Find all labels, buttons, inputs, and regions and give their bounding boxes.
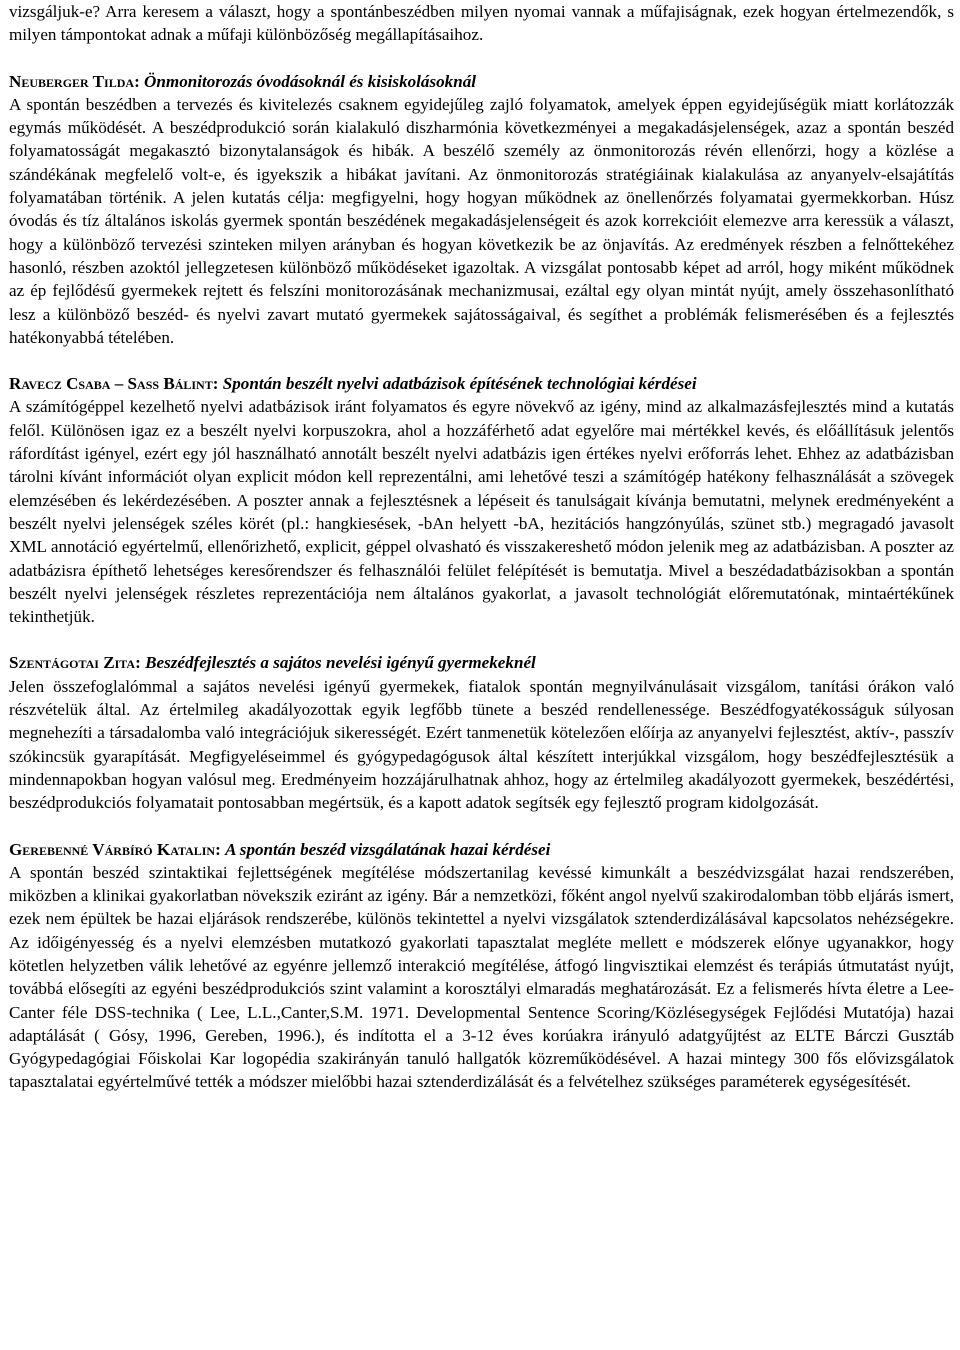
abstract-body: A számítógéppel kezelhető nyelvi adatbázisok iránt folyamatos és egyre növekvő az igény, mind az alkalmazásfejlesztés mind a kutatás felől. Különösen igaz ez a beszélt nyelvi korpuszokra, ahol a hozzáférhető adat egyelőre mai mértékkel kevés, és előállításuk jelentős ráfordítást igényel, ezért egy jól használható annotált beszélt nyelvi adatbázis igen értékes nyelvi erőforrás lehet. Ehhez az adatbázisban tárolni kívánt információt olyan explicit módon kell reprezentálni, ami lehetővé teszi a számítógép hatékony felhasználását a szövegek elemzésében és lekérdezésében. A poszter annak a fejlesztésnek a lépéseit és tanulságait kívánja bemutatni, melynek eredményeként a beszélt nyelvi jelenségek széles körét (pl.: hangkiesések, -bAn helyett -bA, hezitációs hangzónyúlás, szünet stb.) megragadó javasolt XML annotáció egyértelmű, ellenőrizhető, explicit, géppel olvasható és visszakereshető módon jelenik meg az adatbázisban. A poszter az adatbázisra építhető lehetséges keresőrendszer és felhasználói felület felépítését is bemutatja. Mivel a beszédadatbázisokban a spontán beszélt nyelvi jelenségek részletes reprezentációja nem általános gyakorlat, a javasolt technológiát előremutatónak, mintaértékűnek tekinthetjük. — [9, 397, 954, 627]
abstract-title: Spontán beszélt nyelvi adatbázisok építésének technológiai kérdései — [222, 374, 697, 394]
abstract-body: A spontán beszédben a tervezés és kivitelezés csaknem egyidejűleg zajló folyamatok, amelyek éppen egyidejűségük miatt korlátozzák egymás működését. A beszédprodukció során kialakuló diszharmónia következményei a megakadásjelenségek, azaz a spontán beszéd folyamatosságát megakasztó bizonytalanságok és hibák. A beszélő személy az önmonitorozás révén ellenőrzi, hogy a közlése a szándékának megfelelő volt-e, és igyekszik a hibákat javítani. Az önmonitorozás stratégiáinak kialakulása az anyanyelv-elsajátítás folyamatában történik. A jelen kutatás célja: megfigyelni, hogy hogyan működnek az önellenőrzés folyamatai gyermekkorban. Húsz óvodás és tíz általános iskolás gyermek spontán beszédének megakadásjelenségeit és azok korrekcióit elemezve arra keressük a választ, hogy a különböző tervezési szinteken milyen arányban és hogyan következik be az önjavítás. Az eredmények részben a felnőttekéhez hasonló, részben azoktól jellegzetesen különböző működéseket igazoltak. A vizsgálat pontosabb képet ad arról, hogy miként működnek az ép fejlődésű gyermekek rejtett és felszíni monitorozásának mechanizmusai, ezáltal egy olyan mintát nyújt, amely összehasonlítható lesz a különböző beszéd- és nyelvi zavart mutató gyermekek sajátosságaival, és segíthet a problémák felismerésében és a fejlesztés hatékonyabbá tételében. — [9, 94, 954, 347]
abstract-ravecz-sass — [9, 372, 954, 628]
abstract-heading — [9, 372, 954, 395]
abstract-heading — [9, 70, 954, 93]
abstract-author: Ravecz Csaba – Sass Bálint: — [9, 374, 219, 394]
abstract-neuberger — [9, 70, 954, 350]
abstract-heading — [9, 651, 954, 674]
abstract-title: Önmonitorozás óvodásoknál és kisiskolásoknál — [144, 71, 477, 91]
abstract-title: Beszédfejlesztés a sajátos nevelési igényű gyermekeknél — [145, 653, 536, 673]
abstract-author: Szentágotai Zita: — [9, 653, 141, 673]
abstract-author: Gerebenné Várbíró Katalin: — [9, 839, 221, 859]
abstract-author: Neuberger Tilda: — [9, 71, 140, 91]
abstract-body: A spontán beszéd szintaktikai fejlettségének megítélése módszertanilag kevéssé kimunkált a beszédvizsgálat hazai rendszerében, miközben a klinikai gyakorlatban növekszik eziránt az igény. Bár a nemzetközi, főként angol nyelvű szakirodalomban több eljárás ismert, ezek nem épültek be hazai eljárások rendszerébe, különös tekintettel a nyelvi vizsgálatok sztenderdizálásával kapcsolatos nehézségekre. Az időigényesség és a nyelvi elemzésben mutatkozó gyakorlati tapasztalat megléte mellett e módszerek előnye ugyanakkor, hogy kötetlen helyzetben válik lehetővé az egyénre jellemző interakció megítélése, átfogó lingvisztikai elemzést és terápiás útmutatást nyújt, továbbá elősegíti az egyéni beszédprodukciós szint valamint a korosztályi elmaradás meghatározását. Ez a felismerés hívta életre a Lee-Canter féle DSS-technika ( Lee, L.L.,Canter,S.M. 1971. Developmental Sentence Scoring/Közlésegységek Fejlődési Mutatója) hazai adaptálását ( Gósy, 1996, Gereben, 1996.), és indította el a 3-12 éves korúakra irányuló adatgyűjtést az ELTE Bárczi Gusztáb Gyógypedagógiai Főiskolai Kar logopédia szakirányán tanuló hallgatók közreműködésével. A hazai mintegy 300 fős elővizsgálatok tapasztalatai egyértelművé tették a módszer mielőbbi hazai sztenderdizálását és a felvételhez szükséges paraméterek egységesítését. — [9, 862, 954, 1092]
abstract-szentagotai — [9, 651, 954, 814]
abstract-gerebenne — [9, 838, 954, 1094]
abstract-body: Jelen összefoglalómmal a sajátos nevelési igényű gyermekek, fiatalok spontán megnyilvánulásait vizsgálom, tanítási órákon való részvételük által. Az értelmileg akadályozottak egyik legfőbb tünete a beszéd rendellenessége. Beszédfogyatékosságuk súlyosan megnehezíti a társadalomba való integrációjuk sikerességét. Ezért tanmenetük kötelezően előírja az anyanyelvi fejlesztést, aktív-, passzív szókincsük gyarapítását. Megfigyeléseimmel és gyógypedagógusok által készített interjúkkal vizsgálom, hogy beszédfejlesztésük a mindennapokban hogyan valósul meg. Eredményeim hozzájárulhatnak ahhoz, hogy az értelmileg akadályozott gyermekek, beszédértési, beszédprodukciós folyamatait pontosabban megértsük, és a kapott adatok segítsék egy fejlesztő program kidolgozását. — [9, 676, 954, 813]
abstract-heading — [9, 838, 954, 861]
document-page — [9, 0, 954, 1094]
intro-paragraph: vizsgáljuk-e? Arra keresem a választ, hogy a spontánbeszédben milyen nyomai vannak a műfajiságnak, ezek hogyan értelmezendők, s milyen támpontokat adnak a műfaji különbözőség megállapításaihoz. — [9, 2, 954, 45]
abstract-title: A spontán beszéd vizsgálatának hazai kérdései — [225, 839, 551, 859]
